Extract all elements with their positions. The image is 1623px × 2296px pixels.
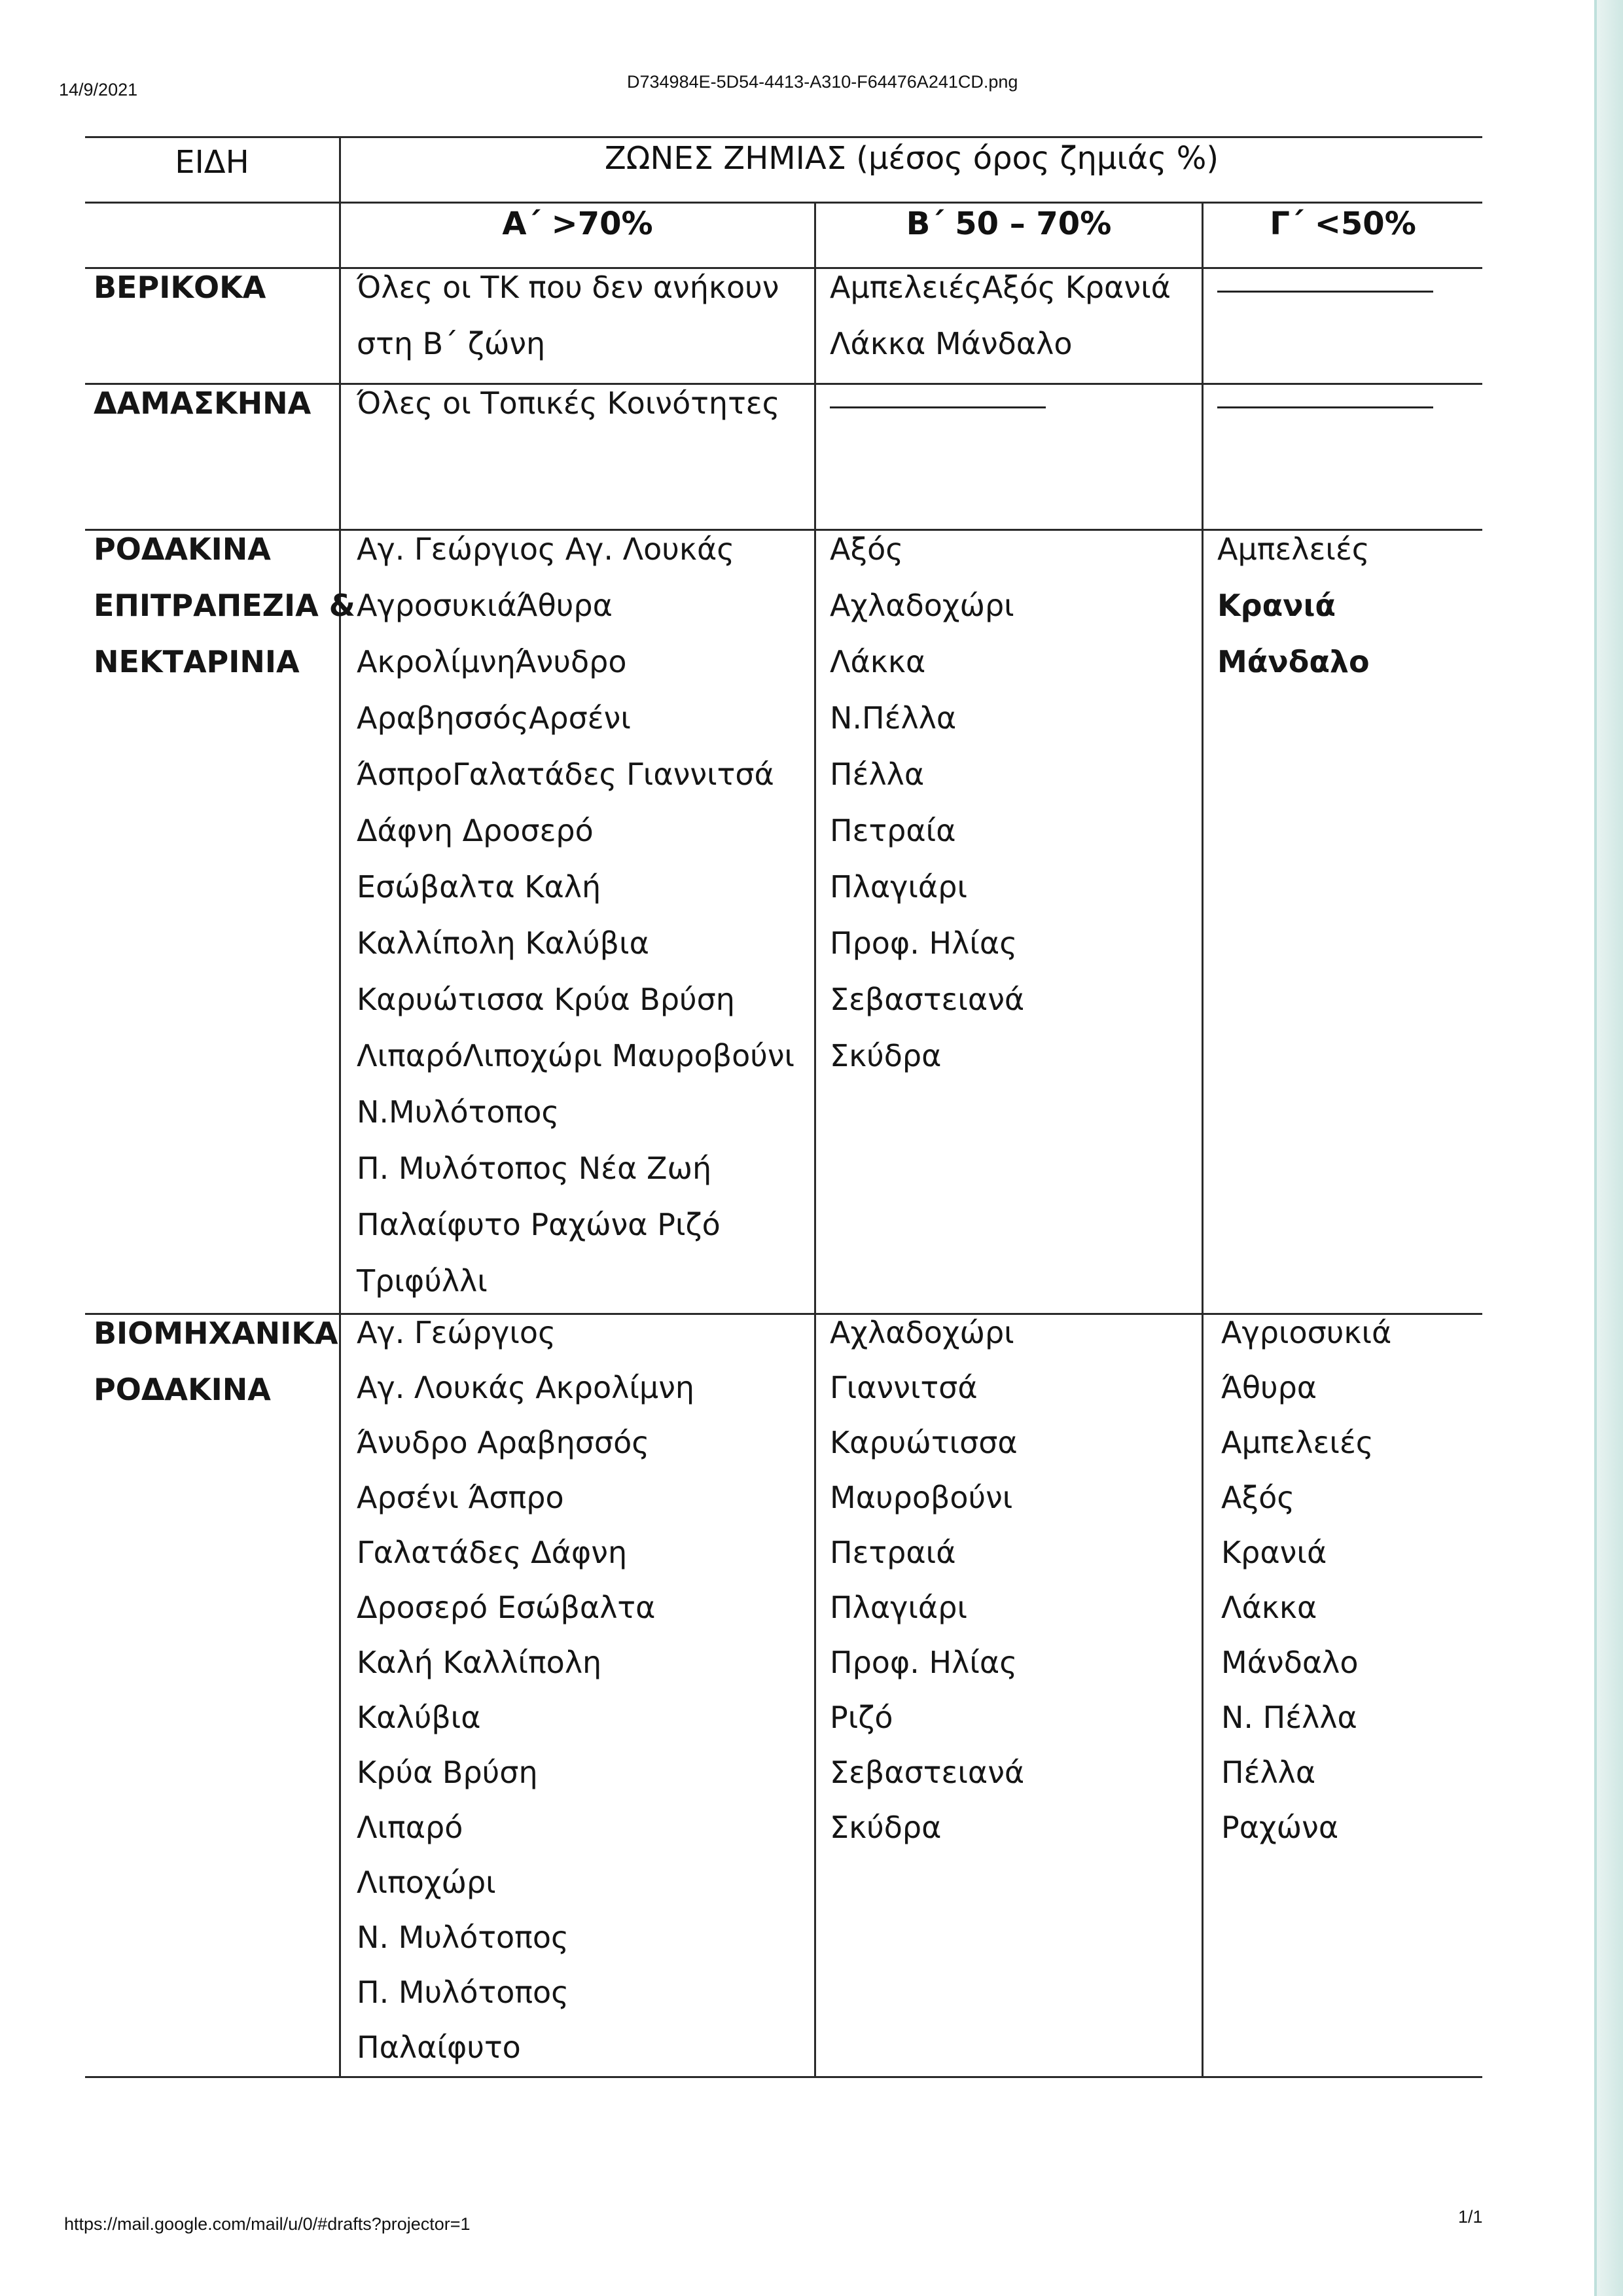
place-line: Ν.Μυλότοπος [357,1094,560,1130]
place-line: ΑγροσυκιάΆθυρα [357,588,613,623]
place-line: Π. Μυλότοπος [357,1975,569,2010]
place-line: Σεβαστειανά [830,982,1025,1017]
place-line: Δάφνη Δροσερό [357,813,594,848]
place-line: Αγ. Γεώργιος Αγ. Λουκάς [357,531,735,567]
place-line: στη Β΄ ζώνη [357,326,546,361]
table-peaches-zone-b [830,521,1024,1084]
place-line: Καρυώτισσα [830,1425,1018,1460]
species-line: ΕΠΙΤΡΑΠΕΖΙΑ & [94,588,355,623]
species-line: ΔΑΜΑΣΚΗΝΑ [94,386,312,421]
empty-dash [1217,406,1433,408]
place-line: Κρύα Βρύση [357,1755,538,1790]
industrial-peaches-zone-b [830,1305,1024,1855]
place-line: Παλαίφυτο Ραχώνα Ριζό [357,1207,721,1242]
place-line: Λάκκα [830,644,926,679]
place-line: Ν. Μυλότοπος [357,1920,569,1955]
place-line: Δροσερό Εσώβαλτα [357,1590,656,1625]
place-line: Σεβαστειανά [830,1755,1025,1790]
print-filename: D734984E-5D54-4413-A310-F64476A241CD.png [627,72,1018,92]
industrial-peaches-zone-a [357,1305,694,2075]
rule-col-3 [1202,202,1204,2076]
rule-bottom [85,2076,1482,2078]
species-line: ΡΟΔΑΚΙΝΑ [94,531,271,567]
place-line: Πέλλα [1221,1755,1316,1790]
place-line: Παλαίφυτο [357,2030,521,2065]
place-line: Μάνδαλο [1217,644,1370,679]
place-line: Εσώβαλτα Καλή [357,869,601,905]
place-line: Πλαγιάρι [830,1590,968,1625]
place-line: ΑκρολίμνηΆνυδρο [357,644,627,679]
place-line: Ριζό [830,1700,893,1735]
place-line: Τριφύλλι [357,1263,488,1299]
place-line: Λάκκα Μάνδαλο [830,326,1073,361]
place-line: Άθυρα [1221,1370,1317,1405]
place-line: Πέλλα [830,757,925,792]
place-line: Λάκκα [1221,1590,1317,1625]
apricots-zone-b [830,259,1171,372]
place-line: Πετραιά [830,1535,956,1570]
print-url: https://mail.google.com/mail/u/0/#drafts?projector=1 [64,2214,471,2234]
species-line: ΒΙΟΜΗΧΑΝΙΚΑ [94,1316,338,1351]
place-line: Μάνδαλο [1221,1645,1359,1680]
place-line: Αμπελειές [1217,531,1370,567]
plums-zone-a [357,375,780,431]
rule-col-1 [339,136,341,2076]
place-line: Πετραία [830,813,956,848]
place-line: Άνυδρο Αραβησσός [357,1425,650,1460]
place-line: Αγ. Γεώργιος [357,1315,556,1350]
industrial-peaches-zone-c [1221,1305,1391,1855]
place-line: Αρσένι Άσπρο [357,1480,564,1515]
species-line: ΒΕΡΙΚΟΚΑ [94,270,266,305]
empty-dash [1217,291,1433,293]
place-line: Σκύδρα [830,1038,942,1073]
place-line: Π. Μυλότοπος Νέα Ζωή [357,1151,712,1186]
place-line: Προφ. Ηλίας [830,925,1018,961]
place-line: ΛιπαρόΛιποχώρι Μαυροβούνι [357,1038,795,1073]
place-line: Ν.Πέλλα [830,700,957,736]
species-table-peaches [94,521,355,690]
rule-top [85,136,1482,138]
header-zone-c: Γ΄ <50% [1270,206,1416,242]
place-line: Σκύδρα [830,1810,942,1845]
place-line: Όλες οι Τοπικές Κοινότητες [357,386,780,421]
place-line: Ραχώνα [1221,1810,1339,1845]
species-line: ΡΟΔΑΚΙΝΑ [94,1372,271,1407]
empty-dash [830,406,1046,408]
place-line: Αχλαδοχώρι [830,1315,1014,1350]
rule-header-mid [85,202,1482,204]
place-line: ΆσπροΓαλατάδες Γιαννιτσά [357,757,774,792]
place-line: ΑραβησσόςΑρσένι [357,700,631,736]
place-line: Καλή Καλλίπολη [357,1645,602,1680]
place-line: Αγ. Λουκάς Ακρολίμνη [357,1370,695,1405]
place-line: Προφ. Ηλίας [830,1645,1018,1680]
apricots-zone-a [357,259,779,372]
place-line: Λιπαρό [357,1810,463,1845]
place-line: Γιαννιτσά [830,1370,978,1405]
place-line: Αξός [1221,1480,1295,1515]
place-line: Αμπελειές [1221,1425,1374,1460]
table-peaches-zone-c [1217,521,1370,690]
place-line: Καλλίπολη Καλύβια [357,925,649,961]
place-line: Αξός [830,531,904,567]
species-plums [94,375,311,431]
place-line: Γαλατάδες Δάφνη [357,1535,628,1570]
header-zones: ΖΩΝΕΣ ΖΗΜΙΑΣ (μέσος όρος ζημιάς %) [604,140,1219,177]
place-line: ΑμπελειέςΑξός Κρανιά [830,270,1171,305]
plums-zone-b [830,375,1046,431]
apricots-zone-c [1217,259,1433,315]
place-line: Ν. Πέλλα [1221,1700,1357,1735]
species-industrial-peaches [94,1305,338,1418]
plums-zone-c [1217,375,1433,431]
place-line: Όλες οι ΤΚ που δεν ανήκουν [357,270,779,305]
header-zone-b: Β΄ 50 – 70% [906,206,1112,242]
species-line: ΝΕΚΤΑΡΙΝΙΑ [94,644,300,679]
place-line: Καλύβια [357,1700,481,1735]
page-number: 1/1 [1458,2207,1483,2227]
rule-col-2 [814,202,816,2076]
place-line: Μαυροβούνι [830,1480,1013,1515]
species-apricots [94,259,266,315]
place-line: Πλαγιάρι [830,869,968,905]
place-line: Αχλαδοχώρι [830,588,1014,623]
place-line: Λιποχώρι [357,1865,496,1900]
place-line: Καρυώτισσα Κρύα Βρύση [357,982,735,1017]
place-line: Κρανιά [1217,588,1336,623]
place-line: Αγριοσυκιά [1221,1315,1392,1350]
table-peaches-zone-a [357,521,794,1309]
place-line: Κρανιά [1221,1535,1327,1570]
header-species: ΕΙΔΗ [175,144,249,181]
print-date: 14/9/2021 [59,80,138,99]
header-zone-a: Α΄ >70% [502,206,653,242]
